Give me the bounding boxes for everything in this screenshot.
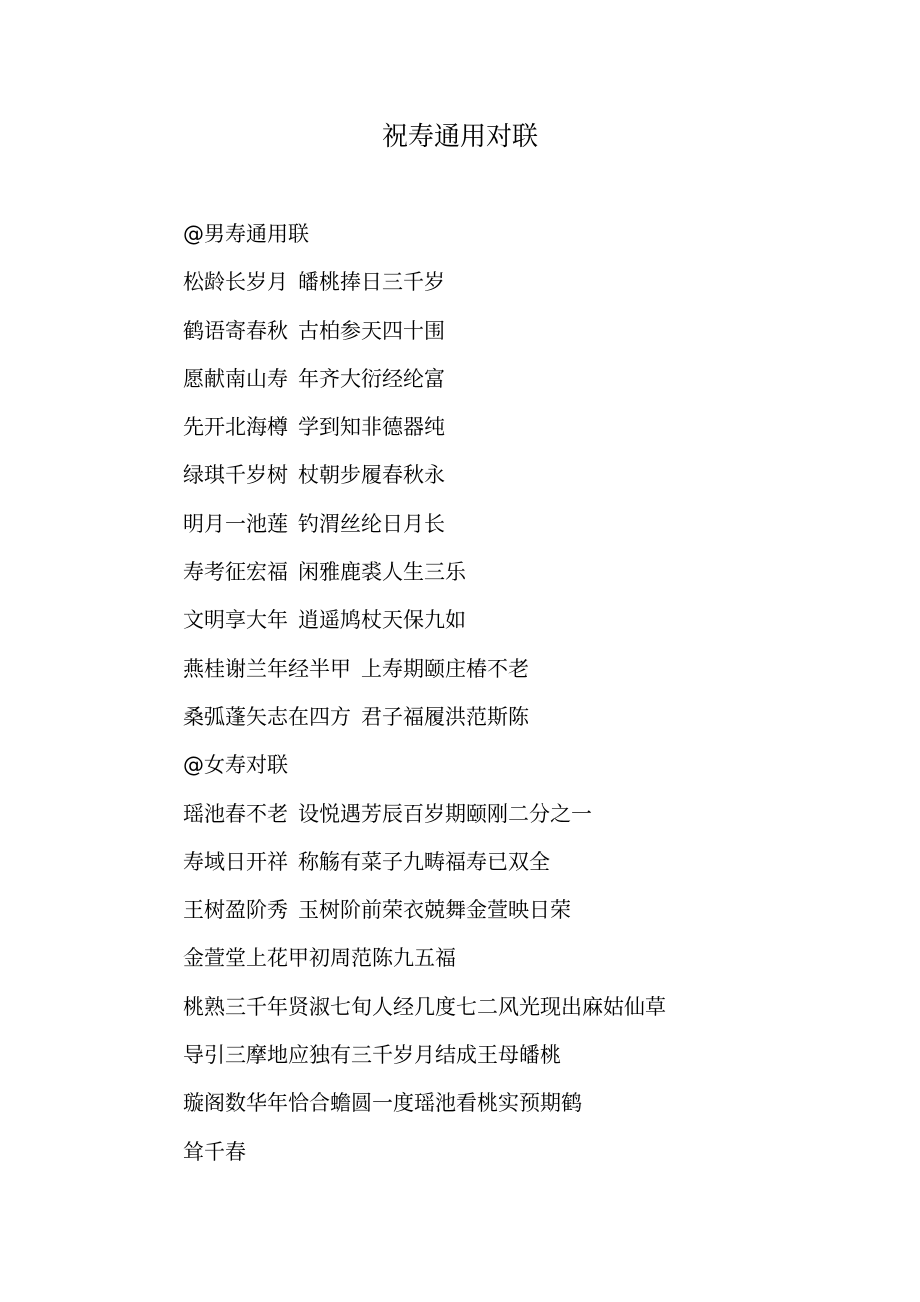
couplet-line [183, 548, 743, 596]
couplet-lower: 称觞有菜子九畴福寿已双全 [298, 849, 550, 874]
text-line: 桃熟三千年贤淑七旬人经几度七二风光现出麻姑仙草 [183, 994, 666, 1019]
couplet-line [183, 886, 743, 934]
couplet-upper: 愿献南山寿 [183, 366, 288, 391]
couplet-upper: 鹤语寄春秋 [183, 318, 288, 343]
couplet-line [183, 355, 743, 403]
text-line: 耸千春 [183, 1139, 246, 1164]
couplet-line [183, 693, 743, 741]
couplet-lower: 杖朝步履春秋永 [298, 463, 445, 488]
couplet-lower: 学到知非德器纯 [298, 415, 445, 440]
couplet-upper: 寿考征宏福 [183, 560, 288, 585]
document-body [183, 210, 743, 1176]
couplet-lower: 上寿期颐庄椿不老 [361, 656, 529, 681]
couplet-lower: 古柏参天四十围 [298, 318, 445, 343]
couplet-line [183, 258, 743, 306]
couplet-upper: 王树盈阶秀 [183, 898, 288, 923]
couplet-upper: 松龄长岁月 [183, 270, 288, 295]
couplet-line [183, 307, 743, 355]
couplet-line [183, 790, 743, 838]
couplet-lower: 钓渭丝纶日月长 [298, 511, 445, 536]
couplet-lower: 皤桃捧日三千岁 [298, 270, 445, 295]
couplet-lower: 设悦遇芳辰百岁期颐刚二分之一 [298, 801, 592, 826]
couplet-upper: 绿琪千岁树 [183, 463, 288, 488]
couplet-upper: 文明享大年 [183, 608, 288, 633]
couplet-lower: 逍遥鸠杖天保九如 [298, 608, 466, 633]
couplet-upper: 寿域日开祥 [183, 849, 288, 874]
couplet-line [183, 838, 743, 886]
couplet-line [183, 645, 743, 693]
couplet-lower: 闲雅鹿裘人生三乐 [298, 560, 466, 585]
couplet-line [183, 596, 743, 644]
couplet-line [183, 451, 743, 499]
text-line: 导引三摩地应独有三千岁月结成王母皤桃 [183, 1043, 561, 1068]
couplet-line [183, 500, 743, 548]
couplet-upper: 先开北海樽 [183, 415, 288, 440]
couplet-upper: 明月一池莲 [183, 511, 288, 536]
couplet-lower: 年齐大衍经纶富 [298, 366, 445, 391]
text-line: 金萱堂上花甲初周范陈九五福 [183, 946, 456, 971]
couplet-lower: 君子福履洪范斯陈 [361, 704, 529, 729]
couplet-upper: 瑶池春不老 [183, 801, 288, 826]
couplet-upper: 燕桂谢兰年经半甲 [183, 656, 351, 681]
section-heading-male: @男寿通用联 [183, 222, 309, 246]
couplet-upper: 桑弧蓬矢志在四方 [183, 704, 351, 729]
text-line: 璇阁数华年恰合蟾圆一度瑶池看桃实预期鹤 [183, 1091, 582, 1116]
couplet-lower: 玉树阶前荣衣兢舞金萱映日荣 [298, 898, 571, 923]
couplet-line [183, 403, 743, 451]
document-title: 祝寿通用对联 [381, 122, 538, 152]
section-heading-female: @女寿对联 [183, 753, 288, 778]
